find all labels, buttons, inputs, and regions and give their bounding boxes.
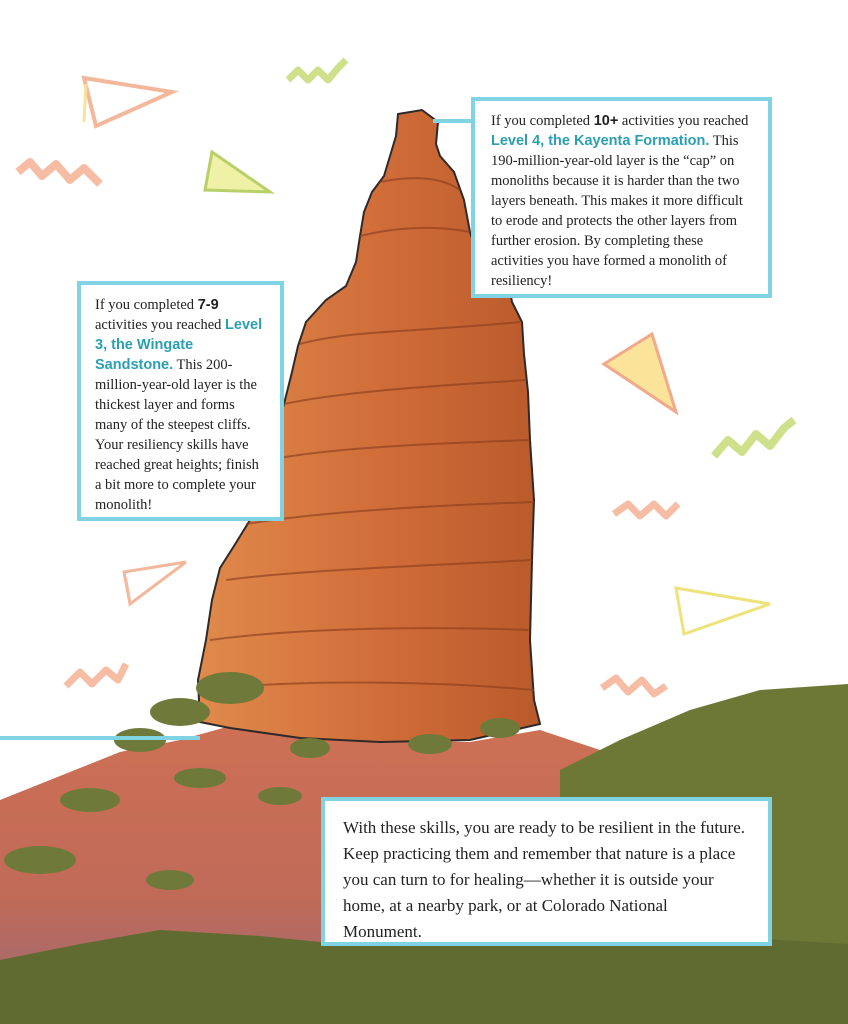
level3-count: 7-9 [197, 297, 219, 313]
decor-triangle [604, 334, 676, 412]
level4-highlight: Level 4, the Kayenta Formation. [491, 133, 710, 149]
decor-zigzag [18, 162, 100, 184]
decor-zigzag [66, 664, 126, 686]
level4-body: This 190-million-year-old layer is the “cap” on monoliths because it is harder than the two layers beneath. This makes it more difficult to erode and protects the other layers from further erosion. By completing these activities you have formed a monolith of resiliency! [491, 133, 743, 289]
decor-zigzag [714, 420, 794, 456]
decor-triangle [124, 562, 186, 604]
level3-callout [77, 281, 284, 521]
decor-zigzag [602, 678, 666, 694]
level4-intro: If you completed [491, 113, 594, 129]
decor-zigzag [614, 504, 678, 516]
level3-body: This 200-million-year-old layer is the thickest layer and forms many of the steepest cliffs. Your resiliency skills have reached great heights; finish a bit more to complete your monolith! [95, 357, 259, 513]
decor-triangle [84, 78, 172, 126]
level4-mid: activities you reached [618, 113, 749, 129]
decor-triangle [676, 588, 770, 634]
level4-callout [471, 97, 772, 298]
decor-triangle [205, 152, 270, 192]
level3-intro: If you completed [95, 297, 198, 313]
closing-text: With these skills, you are ready to be resilient in the future. Keep practicing them and remember that nature is a place you can turn to for healing—whether it is outside your home, at a nearby park, or at Colorado National Monument. [343, 818, 746, 941]
level3-highlight: Level 3, the Wingate Sandstone. [95, 317, 263, 373]
decor-zigzag [288, 60, 346, 80]
closing-callout [321, 797, 772, 946]
level4-count: 10+ [593, 113, 619, 129]
level3-mid: activities you reached [95, 317, 226, 333]
